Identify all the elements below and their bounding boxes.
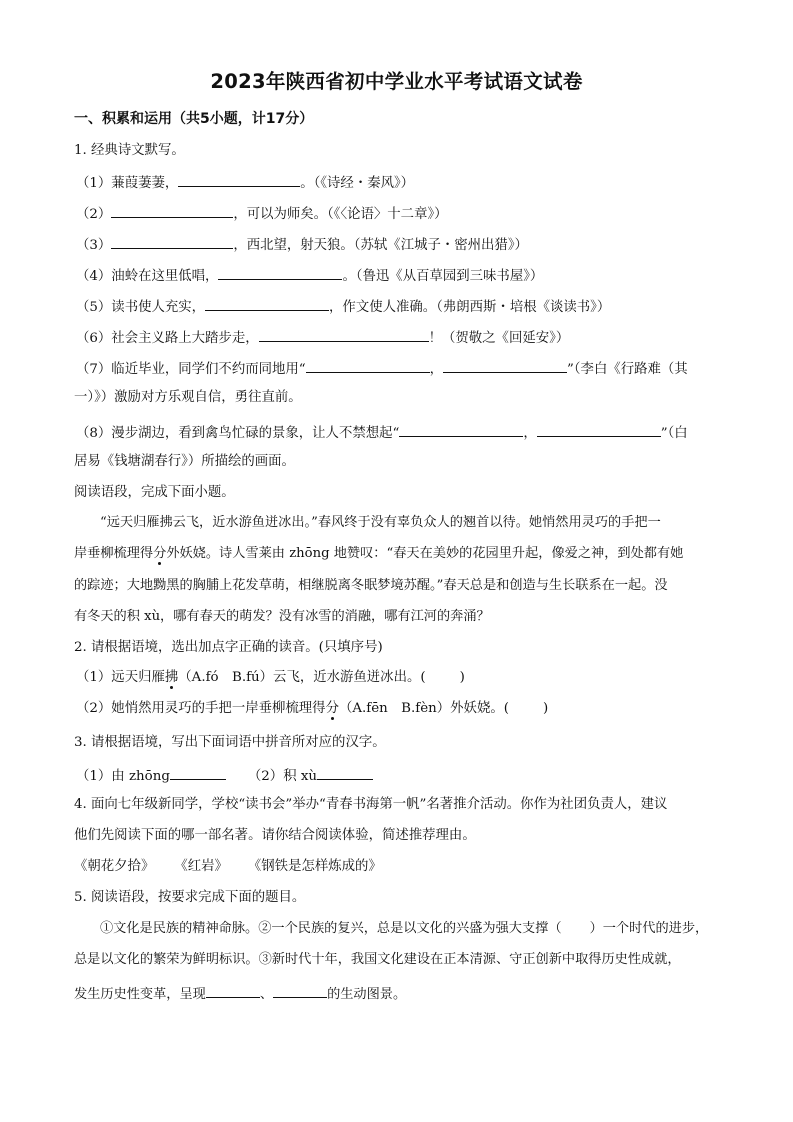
passage-line-2-b: 外妖娆。诗人雪莱由 zhōng 地赞叹：“春天在美妙的花园里升起，像爱之神，到处都有她 bbox=[166, 546, 684, 561]
q3-stem: 3. 请根据语境，写出下面词语中拼音所对应的汉字。 bbox=[74, 735, 386, 750]
answer-blank[interactable] bbox=[259, 327, 429, 342]
q5-line-3-b: 、 bbox=[259, 987, 274, 1002]
q1-stem: 1. 经典诗文默写。 bbox=[74, 143, 185, 158]
dotted-character: 分 bbox=[153, 546, 167, 561]
book-title: 《红岩》 bbox=[174, 859, 228, 874]
passage-line-1: “远天归雁拂云飞，近水游鱼迸冰出。”春风终于没有辜负众人的翘首以待。她悄然用灵巧的手把一 bbox=[100, 515, 661, 530]
q3-item-1-text: （1）由 zhōng bbox=[76, 769, 170, 784]
answer-blank[interactable] bbox=[205, 296, 329, 311]
dotted-character: 分 bbox=[325, 701, 339, 716]
q1-item-6-text-b: ！（贺敬之《回延安》） bbox=[428, 331, 570, 346]
passage-line-2-a: 岸垂柳梳理得 bbox=[74, 546, 154, 561]
q1-item-1 bbox=[76, 172, 414, 193]
q1-item-8-text-a: （8）漫步湖边，看到禽鸟忙碌的景象，让人不禁想起“ bbox=[76, 426, 400, 441]
q4-line-2: 他们先阅读下面的哪一部名著。请你结合阅读体验，简述推荐理由。 bbox=[74, 828, 476, 843]
q4-book-list bbox=[74, 858, 382, 876]
q2-item-2-text-a: （2）她悄然用灵巧的手把一岸垂柳梳理得 bbox=[76, 701, 326, 716]
q5-line-1-a: ①文化是民族的精神命脉。②一个民族的复兴，总是以文化的兴盛为强大支撑（ bbox=[100, 921, 562, 936]
q1-item-5 bbox=[76, 296, 610, 317]
section-heading: 一、积累和运用（共5小题，计17分） bbox=[74, 111, 314, 127]
q1-item-1-text-b: 。（《诗经・秦风》） bbox=[300, 176, 415, 191]
q2-item-1-text-b: （A.fó B.fú）云飞，近水游鱼迸冰出。( bbox=[178, 670, 426, 685]
q5-line-3-c: 的生动图景。 bbox=[327, 987, 407, 1002]
q5-line-3-a: 发生历史性变革，呈现 bbox=[74, 987, 206, 1002]
q2-item-1-text-c: ) bbox=[459, 670, 465, 685]
answer-blank[interactable] bbox=[218, 265, 342, 280]
answer-blank[interactable] bbox=[537, 422, 661, 437]
answer-blank[interactable] bbox=[317, 765, 373, 780]
q1-item-7-cont: 一）》）激励对方乐观自信，勇往直前。 bbox=[74, 390, 302, 405]
q1-item-8-cont: 居易《钱塘湖春行》）所描绘的画面。 bbox=[74, 454, 295, 469]
q1-item-6 bbox=[76, 327, 569, 348]
reading-intro: 阅读语段，完成下面小题。 bbox=[74, 485, 235, 500]
answer-blank[interactable] bbox=[111, 203, 233, 218]
q1-item-8-text-b: ， bbox=[523, 426, 537, 441]
answer-blank[interactable] bbox=[443, 358, 567, 373]
book-title: 《朝花夕拾》 bbox=[74, 859, 155, 874]
q1-item-2-text-b: ，可以为师矣。（《〈论语〉十二章》） bbox=[233, 207, 448, 222]
book-title: 《钢铁是怎样炼成的》 bbox=[247, 859, 382, 874]
answer-blank[interactable] bbox=[399, 422, 523, 437]
q1-item-7-text-b: ， bbox=[429, 362, 444, 377]
answer-blank[interactable] bbox=[273, 983, 327, 998]
q5-line-2: 总是以文化的繁荣为鲜明标识。③新时代十年，我国文化建设在正本清源、守正创新中取得历史性成就， bbox=[74, 952, 681, 967]
q2-item-2-text-c: ) bbox=[542, 701, 549, 716]
q1-item-3-text-a: （3） bbox=[76, 238, 112, 253]
q2-item-1 bbox=[76, 669, 465, 687]
q4-line-1: 4. 面向七年级新同学，学校“读书会”举办“青春书海第一帆”名著推介活动。你作为社团负责人，建议 bbox=[74, 797, 668, 812]
q1-item-4-text-a: （4）油蛉在这里低唱， bbox=[76, 269, 219, 284]
q1-item-4-text-b: 。（鲁迅《从百草园到三味书屋》） bbox=[342, 269, 544, 284]
q5-stem: 5. 阅读语段，按要求完成下面的题目。 bbox=[74, 890, 306, 905]
dotted-character: 拂 bbox=[164, 670, 179, 685]
passage-line-4: 有冬天的积 xù，哪有春天的萌发？没有冰雪的消融，哪有江河的奔涌？ bbox=[74, 609, 490, 624]
q1-item-7-text-a: （7）临近毕业，同学们不约而同地用“ bbox=[76, 362, 306, 377]
passage-line-3: 的踪迹；大地黝黑的胸脯上花发草萌，相继脱离冬眠梦境苏醒。”春天总是和创造与生长联系在一起。没 bbox=[74, 578, 668, 593]
q1-item-1-text-a: （1）蒹葭萋萋， bbox=[76, 176, 179, 191]
q5-line-1 bbox=[100, 920, 708, 938]
q1-item-2-text-a: （2） bbox=[76, 207, 112, 222]
answer-blank[interactable] bbox=[178, 172, 300, 187]
q1-item-6-text-a: （6）社会主义路上大踏步走， bbox=[76, 331, 259, 346]
q1-item-8 bbox=[76, 422, 688, 443]
q2-item-2-text-b: （A.fēn B.fèn）外妖娆。( bbox=[338, 701, 509, 716]
q5-line-3 bbox=[74, 983, 406, 1004]
q1-item-5-text-a: （5）读书使人充实， bbox=[76, 300, 206, 315]
answer-blank[interactable] bbox=[306, 358, 430, 373]
q1-item-4 bbox=[76, 265, 543, 286]
q2-stem: 2. 请根据语境，选出加点字正确的读音。(只填序号) bbox=[74, 640, 383, 655]
answer-blank[interactable] bbox=[170, 765, 226, 780]
q3-items bbox=[76, 765, 373, 786]
q1-item-3-text-b: ，西北望，射天狼。（苏轼《江城子・密州出猎》） bbox=[233, 238, 528, 253]
q5-line-1-b: ）一个时代的进步， bbox=[589, 921, 709, 936]
exam-title: 2023年陕西省初中学业水平考试语文试卷 bbox=[210, 70, 583, 93]
q2-item-2 bbox=[76, 700, 548, 718]
answer-blank[interactable] bbox=[111, 234, 233, 249]
q1-item-3 bbox=[76, 234, 528, 255]
q1-item-5-text-b: ，作文使人准确。（弗朗西斯・培根《谈读书》） bbox=[329, 300, 611, 315]
passage-line-2 bbox=[74, 545, 683, 563]
q1-item-8-text-c: ”（白 bbox=[660, 426, 688, 441]
q1-item-7-text-c: ”（李白《行路难（其 bbox=[567, 362, 688, 377]
q1-item-2 bbox=[76, 203, 448, 224]
answer-blank[interactable] bbox=[206, 983, 260, 998]
q3-item-2-text: （2）积 xù bbox=[247, 769, 318, 784]
q1-item-7 bbox=[76, 358, 688, 379]
q2-item-1-text-a: （1）远天归雁 bbox=[76, 670, 165, 685]
